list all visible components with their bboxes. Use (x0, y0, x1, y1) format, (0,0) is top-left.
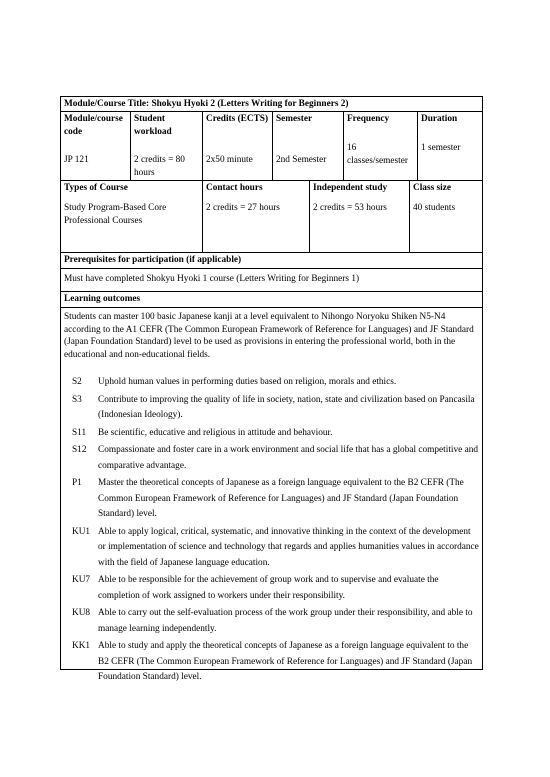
cell-contact-hours: 2 credits = 27 hours (202, 196, 309, 252)
learning-outcomes-intro: Students can master 100 basic Japanese kanji at a level equivalent to Nihongo Noryoku Shiken N5-N4 according to the A1 CEFR (The Common European Framework of Reference for Languages) and JF Standard (Japan Foundation Standard) level to be used as provisions in entering the professional world, both in the educational and non-educational fields. (64, 312, 474, 360)
outcome-item (64, 525, 479, 572)
learning-outcomes-body (61, 308, 482, 686)
cell-class-size: 40 students (409, 196, 482, 252)
header-frequency: Frequency (343, 112, 417, 140)
learning-outcomes-box (60, 291, 483, 682)
outcome-code: KU1 (72, 526, 91, 537)
cell-frequency: 16 classes/semester (343, 140, 417, 180)
cell-workload: 2 credits = 80 hours (130, 140, 202, 180)
outcome-item (64, 639, 479, 686)
cell-duration: 1 semester (417, 140, 482, 180)
outcome-text: Uphold human values in performing duties based on religion, morals and ethics. (98, 377, 397, 387)
course-info-box (60, 96, 483, 252)
header-student-workload: Student workload (130, 112, 202, 140)
header-contact-hours: Contact hours (202, 181, 309, 196)
outcome-code: S3 (72, 394, 82, 405)
cell-code: JP 121 (64, 155, 89, 165)
prerequisites-title: Prerequisites for participation (if applicable) (61, 253, 482, 269)
header-row-1 (61, 112, 482, 140)
cell-semester: 2nd Semester (272, 140, 343, 180)
outcome-code: S2 (72, 377, 82, 387)
outcome-item (64, 426, 479, 442)
outcome-text: Able to carry out the self-evaluation process of the work group under their responsibility, and able to manage learning independently. (98, 608, 473, 634)
outcome-text: Be scientific, educative and religious in attitude and behaviour. (98, 427, 333, 438)
outcome-code: KU7 (72, 575, 91, 585)
header-independent-study: Independent study (309, 181, 409, 196)
module-table (60, 96, 483, 682)
cell-credits: 2x50 minute (202, 140, 272, 180)
outcome-item (64, 573, 479, 604)
outcome-item (64, 443, 479, 474)
outcome-text: Contribute to improving the quality of life in society, nation, state and civilization based on Pancasila (Indonesian Ideology). (98, 394, 475, 420)
data-row-2 (61, 196, 482, 252)
outcome-text: Able to apply logical, critical, systematic, and innovative thinking in the context of the development or implementation of science and technology that regards and applies humanities values in accordance with the field of Japanese language education. (98, 526, 479, 568)
header-types-of-course: Types of Course (64, 183, 128, 193)
data-row-1 (61, 140, 482, 180)
outcome-text: Compassionate and foster care in a work environment and social life that has a global competitive and comparative advantage. (98, 445, 479, 471)
outcome-item (64, 606, 479, 637)
header-semester: Semester (272, 112, 343, 140)
prerequisites-text: Must have completed Shokyu Hyoki 1 course (Letters Writing for Beginners 1) (64, 274, 360, 284)
learning-outcomes-title: Learning outcomes (61, 292, 482, 308)
outcome-code: P1 (72, 478, 82, 488)
outcomes-list (64, 375, 479, 686)
header-module-code: Module/course code (64, 114, 123, 137)
outcome-code: KK1 (72, 641, 91, 651)
prerequisites-box (60, 252, 483, 291)
cell-independent-study: 2 credits = 53 hours (309, 196, 409, 252)
outcome-code: S11 (72, 427, 87, 438)
outcome-code: S12 (72, 445, 87, 455)
course-title: Module/Course Title: Shokyu Hyoki 2 (Letters Writing for Beginners 2) (61, 97, 482, 112)
header-credits: Credits (ECTS) (202, 112, 272, 140)
outcome-item (64, 375, 479, 391)
outcome-item (64, 393, 479, 424)
outcome-text: Able to study and apply the theoretical concepts of Japanese as a foreign language equivalent to the B2 CEFR (The Common European Framework of Reference for Languages) and JF Standard (Japan Foundation Standard) level. (98, 641, 473, 682)
outcome-item (64, 476, 479, 523)
outcome-text: Master the theoretical concepts of Japanese as a foreign language equivalent to the B2 CEFR (The Common European Framework of Reference for Languages) and JF Standard (Japan Foundation Standard) level. (98, 478, 464, 519)
header-row-2 (61, 180, 482, 196)
cell-course-type: Study Program-Based Core Professional Courses (64, 203, 167, 226)
outcome-text: Able to be responsible for the achievement of group work and to supervise and evaluate the completion of work assigned to workers under their responsibility. (98, 575, 439, 601)
outcome-code: KU8 (72, 608, 91, 618)
header-class-size: Class size (409, 181, 482, 196)
header-duration: Duration (417, 112, 482, 140)
